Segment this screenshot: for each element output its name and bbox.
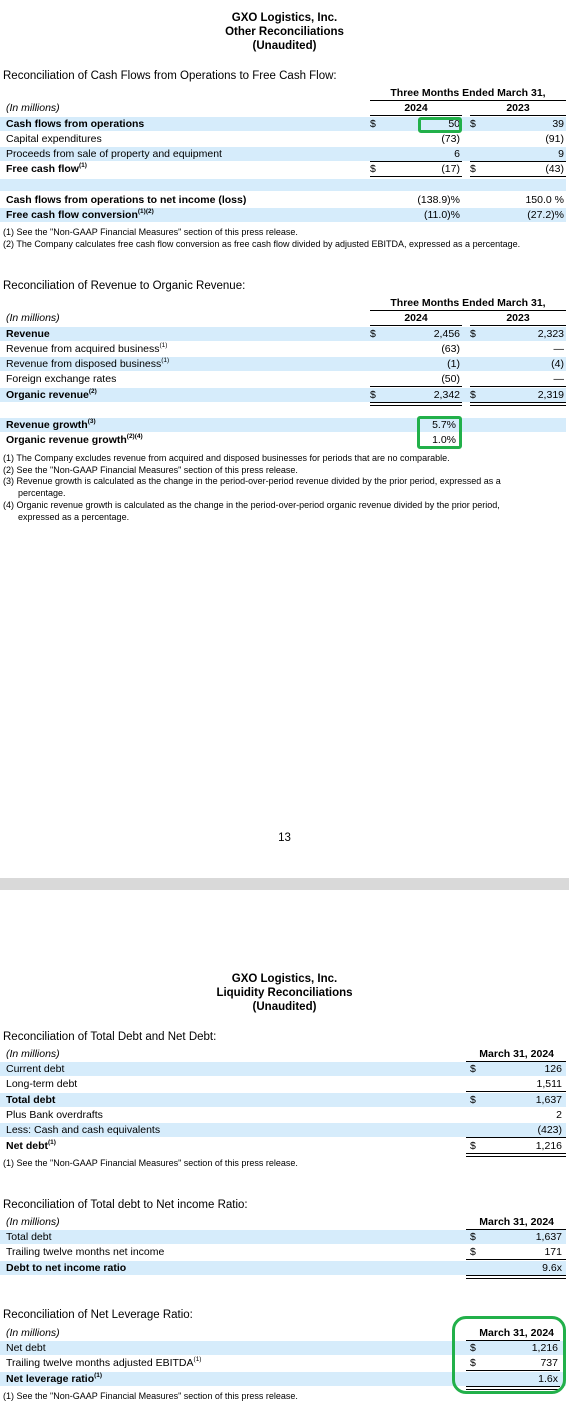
- section-heading-debt-income: Reconciliation of Total debt to Net income Ratio:: [3, 1199, 248, 1211]
- value-2024: 1.0%: [432, 434, 456, 446]
- footnote: (1) The Company excludes revenue from acquired and disposed businesses for periods that are no comparable.: [3, 453, 450, 463]
- row-label: Trailing twelve months adjusted EBITDA$^{(1)}$: [6, 1356, 202, 1369]
- value: 1,216: [531, 1342, 558, 1354]
- units-label: (In millions): [6, 102, 60, 114]
- page-unaudited: (Unaudited): [252, 1001, 317, 1013]
- col-header-2023: 2023: [506, 102, 530, 114]
- footnote: (2) The Company calculates free cash flow conversion as free cash flow divided by adjusted EBITDA, expressed as a percentage.: [3, 239, 521, 249]
- page-unaudited: (Unaudited): [252, 40, 317, 52]
- value: 1,637: [535, 1231, 562, 1243]
- row-label: Capital expenditures: [6, 133, 102, 145]
- row-label: Less: Cash and cash equivalents: [6, 1124, 161, 1136]
- units-label: (In millions): [6, 1216, 60, 1228]
- value-2024: 50: [448, 118, 460, 130]
- row-label: Free cash flow conversion$^{(1)(2)}$: [6, 208, 154, 221]
- currency-symbol: $: [470, 1140, 476, 1152]
- value-2023: (4): [551, 358, 564, 370]
- row-label: Net debt$^{(1)}$: [6, 1139, 56, 1152]
- row-label: Cash flows from operations: [6, 118, 145, 130]
- currency-symbol: $: [470, 118, 476, 130]
- row-label: Revenue from disposed business$^{(1)}$: [6, 357, 170, 370]
- currency-symbol: $: [470, 1231, 476, 1243]
- highlight-box: [418, 117, 462, 133]
- value: 9.6x: [542, 1262, 562, 1274]
- row-label: Net leverage ratio$^{(1)}$: [6, 1372, 103, 1385]
- row-label: Total debt: [6, 1094, 56, 1106]
- row-label: Trailing twelve months net income: [6, 1246, 165, 1258]
- period-header: Three Months Ended March 31,: [390, 87, 546, 99]
- units-label: (In millions): [6, 1327, 60, 1339]
- value-2023: 39: [552, 118, 564, 130]
- value: 2: [556, 1109, 562, 1121]
- footnote: (3) Revenue growth is calculated as the change in the period-over-period revenue divided by the prior period, expressed as a: [3, 476, 501, 486]
- row-label: Revenue from acquired business$^{(1)}$: [6, 342, 168, 355]
- value-2024: (138.9)%: [417, 194, 460, 206]
- row-label: Cash flows from operations to net income (loss): [6, 194, 247, 206]
- row-label: Plus Bank overdrafts: [6, 1109, 103, 1121]
- page-title: Other Reconciliations: [225, 26, 344, 38]
- footnote: percentage.: [18, 488, 66, 498]
- currency-symbol: $: [470, 328, 476, 340]
- currency-symbol: $: [470, 1063, 476, 1075]
- value-2023: —: [553, 373, 564, 385]
- period-header: Three Months Ended March 31,: [390, 297, 546, 309]
- currency-symbol: $: [370, 118, 376, 130]
- highlight-box: [417, 416, 462, 449]
- value-2024: (11.0)%: [424, 209, 460, 221]
- col-header-2023: 2023: [506, 312, 530, 324]
- value-2023: (27.2)%: [527, 209, 564, 221]
- page-number: 13: [278, 832, 291, 844]
- section-heading-organic: Reconciliation of Revenue to Organic Revenue:: [3, 280, 246, 292]
- col-header-2024: 2024: [404, 312, 428, 324]
- row-label: Revenue growth$^{(3)}$: [6, 418, 96, 431]
- value-2024: (50): [441, 373, 460, 385]
- currency-symbol: $: [470, 163, 476, 175]
- row-label: Proceeds from sale of property and equipment: [6, 148, 222, 160]
- value: 126: [544, 1063, 562, 1075]
- value-2023: 2,319: [537, 389, 564, 401]
- value-2023: (43): [545, 163, 564, 175]
- page-title: Liquidity Reconciliations: [216, 987, 353, 999]
- row-label: Free cash flow$^{(1)}$: [6, 162, 87, 175]
- section-heading-leverage: Reconciliation of Net Leverage Ratio:: [3, 1309, 193, 1321]
- col-header-2024: 2024: [404, 102, 428, 114]
- value: 1,216: [535, 1140, 562, 1152]
- value-2024: 2,342: [433, 389, 460, 401]
- row-label: Total debt: [6, 1231, 52, 1243]
- value-2023: —: [553, 343, 564, 355]
- currency-symbol: $: [470, 389, 476, 401]
- page-separator: [0, 878, 569, 890]
- value: (423): [537, 1124, 562, 1136]
- value-2024: (63): [441, 343, 460, 355]
- value-2024: 2,456: [433, 328, 460, 340]
- value: 1.6x: [538, 1373, 558, 1385]
- currency-symbol: $: [370, 163, 376, 175]
- currency-symbol: $: [370, 328, 376, 340]
- currency-symbol: $: [470, 1357, 476, 1369]
- section-heading-fcf: Reconciliation of Cash Flows from Operations to Free Cash Flow:: [3, 70, 337, 82]
- row-label: Revenue: [6, 328, 50, 340]
- section-heading-net-debt: Reconciliation of Total Debt and Net Debt:: [3, 1031, 217, 1043]
- currency-symbol: $: [370, 389, 376, 401]
- value: 737: [540, 1357, 558, 1369]
- value-2023: 2,323: [537, 328, 564, 340]
- row-label: Organic revenue$^{(2)}$: [6, 388, 97, 401]
- currency-symbol: $: [470, 1246, 476, 1258]
- units-label: (In millions): [6, 312, 60, 324]
- footnote: (4) Organic revenue growth is calculated as the change in the period-over-period organic revenue divided by the prior period,: [3, 500, 500, 510]
- value-2024: 5.7%: [432, 419, 456, 431]
- value-2024: (17): [441, 163, 460, 175]
- value-2023: 150.0 %: [525, 194, 564, 206]
- row-label: Foreign exchange rates: [6, 373, 117, 385]
- units-label: (In millions): [6, 1048, 60, 1060]
- footnote: (1) See the "Non-GAAP Financial Measures" section of this press release.: [3, 1158, 298, 1168]
- value: 171: [544, 1246, 562, 1258]
- value: 1,511: [536, 1078, 562, 1090]
- row-label: Debt to net income ratio: [6, 1262, 127, 1274]
- footnote: expressed as a percentage.: [18, 512, 130, 522]
- footnote: (1) See the "Non-GAAP Financial Measures" section of this press release.: [3, 227, 298, 237]
- footnote: (1) See the "Non-GAAP Financial Measures" section of this press release.: [3, 1391, 298, 1401]
- page-company-name: GXO Logistics, Inc.: [231, 973, 338, 985]
- row-label: Organic revenue growth$^{(2)(4)}$: [6, 433, 143, 446]
- currency-symbol: $: [470, 1094, 476, 1106]
- page-company-name: GXO Logistics, Inc.: [231, 12, 338, 24]
- value: 1,637: [535, 1094, 562, 1106]
- highlight-box: [452, 1316, 566, 1394]
- row-label: Net debt: [6, 1342, 46, 1354]
- row-label: Current debt: [6, 1063, 65, 1075]
- col-header-date: March 31, 2024: [479, 1048, 554, 1060]
- footnote: (2) See the "Non-GAAP Financial Measures" section of this press release.: [3, 465, 298, 475]
- row-label: Long-term debt: [6, 1078, 78, 1090]
- col-header-date: March 31, 2024: [479, 1216, 554, 1228]
- value-2024: 6: [454, 148, 460, 160]
- value-2024: (1): [447, 358, 460, 370]
- col-header-date: March 31, 2024: [479, 1327, 554, 1339]
- value-2023: 9: [558, 148, 564, 160]
- value-2024: (73): [441, 133, 460, 145]
- value-2023: (91): [545, 133, 564, 145]
- currency-symbol: $: [470, 1342, 476, 1354]
